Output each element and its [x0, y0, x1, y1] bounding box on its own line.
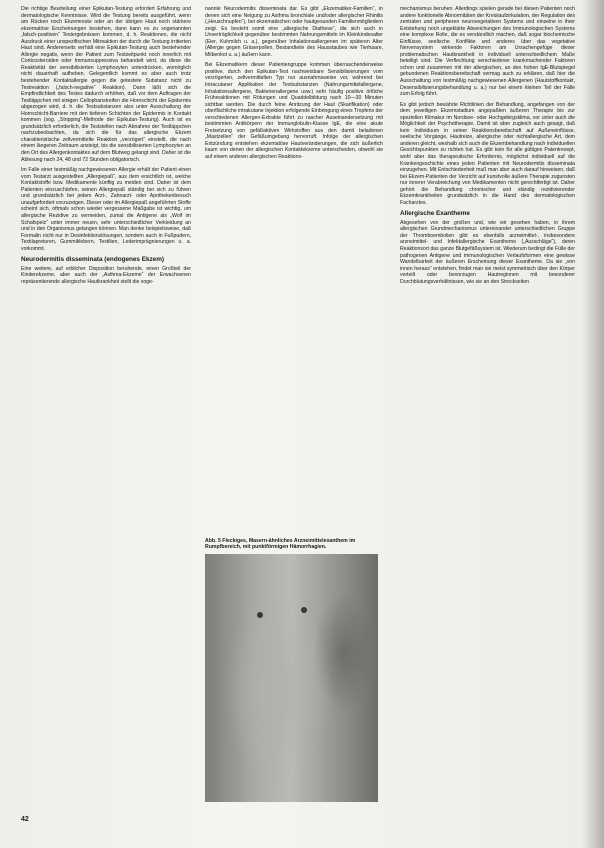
paragraph: Bei Ekzematikern dieser Patientengruppe kommen überraschenderweise positive, durch den Epikutan-Test nachweisbare Sensibilisierungen vom verzögerten, zellvermittelten Typ nur ausnahmsweise vor, während bei Intracutaner Applikation der Testsubstanzen (Nahrungsmittelallergene, Inhalationsallergene, Bakterienallergene usw.) sehr häufig positive örtliche Frühreaktionen mit Rötungen und Quaddelbildung nach 10—30 Minuten sichtbar werden. Die durch feine Anritzung der Haut (Skarifikation) oder oberflächliche intrakutane Injektion erfolgende Einbringung eines Tropfens der verschiedenen Allergen-Extrakte führt zu rascher Auseinandersetzung mit bestimmten Antikörpern der Immunglobulin-Klasse IgE, die eine akute Freisetzung von gefäßaktiven Wirkstoffen aus den damit beladenen „Mastzellen“ der Gefäßumgebung hervorruft. Infolge der allergischen Entzündung entstehen ekzematöse Hautveränderungen, die sich äußerlich kaum von denen der allergischen Kontaktekzeme unterscheiden, obwohl sie auf einem anderen allergischen Reaktions- [205, 62, 383, 161]
photo-detail [301, 607, 307, 613]
paragraph: Eine weitere, auf erblicher Disposition beruhende, einen Großteil der Kinderekzeme, aber auch der „Asthma-Ekzeme“ der Erwachsenen repräsentierende allergische Hautkrankheit stellt die soge- [21, 265, 191, 285]
scan-edge-shadow [582, 0, 604, 848]
page-number: 42 [21, 816, 29, 823]
paragraph: Abgesehen von der großen und, wie wir gesehen haben, in ihrem allergischen Grundmechanismus untereinander unterschiedlichen Gruppe der Thromboembolien gibt es ebenfalls arzneimittel-, insbesondere arzneimittel- und Infektallergische Exantheme („Ausschläge“), deren Reaktionsort das ganze Blutgefäßsystem ist. Wiederum bedingt die Fülle der pathogenen Antigene und immunologischen Verlaufsformen eine gewisse Wandelbarkeit der äußeren Erscheinung dieser Exantheme. Da sie „von innen heraus“ entstehen, findet man sie meist symmetrisch über den Körper verteilt oder bevorzugen Hautregionen mit besonderer Durchblutungsverhältnissen, wie sie an den Streckseiten [400, 219, 575, 285]
clinical-photo [205, 554, 378, 802]
figure-caption: Abb. 5 Fleckiges, Masern-ähnliches Arzneimittelexanthem im Rumpfbereich, mit punktförmigen Hämorrhagien. [205, 538, 356, 551]
paragraph: mechanismus beruhen. Allerdings spielen gerade bei diesen Patienten noch andere funktionelle Abnormitäten der Kreislaufzirkulation, der Regulation des zentralen und peripheren neurovegetativen Systems und einzelne in ihrer Entstehung noch ungeklärte Abweichungen des Immunologischen Systems eine komplexe Rolle, die es verständlich machen, daß sogar biochemische Einflüsse, seelische Konflikte und anderes über das vegetative Nervensystem wirkende Faktoren am Ursachengefüge dieser problematischen Hautkrankheit in individuell unterschiedlichem Maße beteiligt sind. Die Verflechtung verschiedener krankmachender Faktoren schon und zusammen mit der allergischen, an den hohen IgE-Blutspiegel gebundenen Reaktionsbereitschaft vermag auch zu erklären, daß hier die Ausschaltung von testmäßig nachgewiesenen Allergenen (Hautstoffkontakt, Desensibilisierungsbehandlung u. a.) nur bei einem kleinen Teil der Fälle zum Erfolg führt. [400, 6, 575, 98]
text-column-2 [205, 6, 383, 165]
figure [205, 538, 383, 802]
section-heading: Allergische Exantheme [400, 210, 470, 218]
paragraph: Im Falle einer testmäßig nachgewiesenen Allergie erhält der Patient einen vom Testarzt ausgestellten „Allergiepaß“, aus dem ersichtlich ist, welche Kontaktstoffe bzw. Medikamente künftig zu meiden sind. Daher ist dem Patienten einzuschärfen, seinen Allergiepaß ständig bei sich zu führen und grundsätzlich bei jedem Arzt-, Zahnarzt- oder Apothekenbesuch unaufgefordert vorzuzeigen. Dieser oder im Allergiepaß angeführten Stoffe scheint sich, oftmals schon wieder vergessene Maßgabe ist wichtig, um allergische Rezidive zu vermeiden, zumal die Antigene als „Wolf im Schafspelz“ unter immer neuen, sehr unterschiedlicher Verkleidung an und in den Organismus gelangen können. Man denke beispielsweise, daß Formalin nicht nur in Desinfektionslösungen, sondern auch in Fußpudern, Textilapreturen, Gummiklebern, Textilien, Lederimprägnierungen u. a. vorkommt. [21, 167, 191, 252]
paragraph: Es gibt jedoch bewährte Richtlinien der Behandlung, angefangen von der dem jeweiligen Ekzemstadium angepaßten äußeren Therapie bis zur speziellen Klimakur im Nordsee- oder Hochgebirgsklima, vor unter auch die Möglichkeit der Psychotherapie. Damit ist aber zugleich auch gesagt, daß kein Individuum in seiner Reaktionsbereitschaft auf Außeneinflüsse, seelische Vorgänge, Hautreize, allergische oder nichtallergische Art, dem anderen gleicht, weshalb sich auch die Ekzembehandlung nach individuellen Gesichtspunkten zu richten hat. Es gibt kein für alle gültiges Patentrezept, wohl aber das therapeutische Erfordernis, möglichst individuell auf die Krankengeschichte eines jeden Patienten mit Neurodermitis disseminata einzugehen. Mit Entschiedenheit muß man aber auch darauf hinweisen, daß bei Ekzem-Patienten der Verzicht auf kunstvolle äußere Therapie zugunsten nur innerer Verabreichung von Medikamenten nicht gerechtfertigt ist. Daher gehört die Behandlung chronischer und ständig rezidivierender Ekzemkrankheiten grundsätzlich in die Hand des dermatologischen Facharztes. [400, 101, 575, 206]
text-column-3 [400, 6, 575, 289]
text-column-1 [21, 6, 191, 289]
paragraph: Die richtige Beurteilung einer Epikutan-Testung erfordert Erfahrung und dermatologische Kenntnisse. Wird die Testung bereits ausgeführt, wenn am Rücken noch Ekzemreste oder an der übrigen Haut noch stärkere ekzematöse Erscheinungen bestehen, dann kann es zu sogenannten „falsch-positiven“ Testergebnissen kommen, d. h. Reaktionen, die nicht Ausdruck einer unspezifischen Mitreaktion der durch die Testung irritierten Haut sind. Andererseits verhält eine Epikutan-Testung auch bestehender Allergie negativ, wenn der Patient zum Testzeitpunkt noch innerlich mit Corticosteroiden oder Immunsuppressiva behandelt wird, da diese die Reaktivität der sensibilisierten Lymphozyten unterdrücken, womöglich nicht dauerhaft aufheben. Gelegentlich kommt es aber auch trotz bestehender Kontaktallergie gegen die getestete Substanz nicht zu Testreaktion („falsch-negative“ Reaktion). Dann läßt sich die Empfindlichkeit des Testes dadurch erhöhen, daß vor dem Auftragen der Testläppchen mit einigen Cellophanstreifen die Hornschicht der Epidermis abgezogen wird, d. h. die Testsubstanzen also unter Ausschaltung der Hornschicht-Barriere mit den tieferen Schichten der Epidermis in Kontakt kommen (sog. „Stripping“-Methode der Epikutan-Testung). Auch ist es grundsätzlich erforderlich, die Teststellen nach Abnahme der Testläppchen nachzubeobachten, da sich die für das allergische Ekzem charakteristische zellvermittelte Reaktion „verzögert“ einstellt, die nach einem längeren Zeitraum ansteigt, bis die sensibilisierten Lymphozyten an den Ort des Allergenkontaktes auf dem Blutweg gelangt sind. Daher ist die Ablesung nach 24, 48 und 72 Stunden obligatorisch. [21, 6, 191, 163]
paragraph: nannte Neurodermitis disseminata dar. Es gibt „Ekzematiker-Familien“, in denen sich eine Neigung zu Asthma bronchiale und/oder allergischer Rhinitis („Heuschnupfen“), bei ekzematischen oder hautgesunden Familienmitgliedern zeigt. Es besteht somit eine „allergische Diathese“, die sich auch in Unverträglichkeit gegenüber bestimmten Nahrungsmitteln im Kleinkindesalter (Eier, Kuhmilch u. a.), gegenüber Inhalationsallergenen im späteren Alter (Allergie gegen Gräserpollen, Bestandteile des Hausstaubes wie Tierhaare, Milbenkot u. a.) äußern kann. [205, 6, 383, 58]
photo-detail [257, 612, 263, 618]
section-heading: Neurodermitis disseminata (endogenes Ekzem) [21, 256, 164, 264]
